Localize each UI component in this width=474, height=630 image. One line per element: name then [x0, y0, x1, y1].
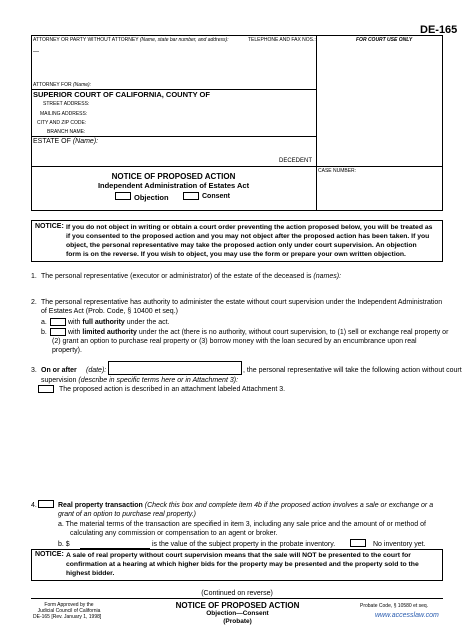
phone-label: TELEPHONE AND FAX NOS.:	[248, 37, 316, 43]
attorney-note: (Name, state bar number, and address):	[139, 37, 229, 43]
item1-number: 1.	[31, 273, 37, 280]
notice-text: If you do not object in writing or obtain a court order preventing the action proposed below, you will be treated as if you consented to the proposed action and you may not object after the proposed action has been taken. If you object, the personal representative may take the proposed action only under court supervision. An objection form is on the reverse. If you wish to object, you may use the form or prepare your own written objection.	[66, 224, 433, 258]
item3-date-label: (date):	[86, 367, 107, 374]
item4a-text: a. The material terms of the transaction are specified in item 3, including any sale price and the amount of or method of calculating any commission or compensation to an agent or broker.	[58, 521, 426, 537]
decedent-label: DECEDENT	[279, 158, 313, 164]
attorney-for-label: ATTORNEY FOR	[33, 82, 72, 88]
limited-authority-checkbox[interactable]	[50, 328, 66, 336]
continued-label: (Continued on reverse)	[201, 590, 273, 597]
form-title: NOTICE OF PROPOSED ACTION	[111, 172, 236, 181]
item2-number: 2.	[31, 299, 37, 306]
objection-checkbox[interactable]	[115, 192, 131, 200]
item2b-label: b.	[41, 329, 47, 336]
estate-label: ESTATE OF	[33, 138, 71, 145]
footer-probate: (Probate)	[223, 618, 252, 625]
court-use-divider	[316, 35, 317, 211]
item4b-text: is the value of the subject property in the probate inventory.	[152, 541, 336, 548]
footer-subtitle: Objection—Consent	[206, 610, 269, 617]
probate-code: Probate Code, § 10580 et seq.	[360, 603, 429, 609]
full-authority-checkbox[interactable]	[50, 318, 66, 326]
attorney-name-field[interactable]: —	[33, 49, 39, 55]
attachment3-text: The proposed action is described in an attachment labeled Attachment 3.	[59, 386, 286, 393]
item1-text: The personal representative (executor or administrator) of the estate of the deceased is (names):	[41, 273, 342, 280]
notice-label: NOTICE:	[35, 223, 64, 230]
action-date-field[interactable]	[108, 361, 242, 375]
revision-label: DE-165 [Rev. January 1, 1998]	[33, 614, 102, 620]
item3-text: , the personal representative will take the following action without court	[243, 367, 462, 374]
item4b-label: b. $	[58, 541, 70, 548]
approval-block: Form Approved by the Judicial Council of California	[37, 602, 101, 614]
attorney-label: ATTORNEY OR PARTY WITHOUT ATTORNEY	[33, 37, 139, 43]
case-number-label: CASE NUMBER:	[318, 168, 357, 174]
item4-number: 4.	[31, 502, 37, 509]
court-use-label: FOR COURT USE ONLY	[356, 37, 413, 43]
consent-checkbox[interactable]	[183, 192, 199, 200]
item3-on-or-after: On or after	[41, 367, 77, 374]
estate-note: (Name):	[72, 138, 99, 145]
no-inventory-checkbox[interactable]	[350, 539, 366, 547]
item2b-continued: (2) grant an option to purchase real property or (3) borrow money with the loan secured by an encumbrance upon real property).	[52, 338, 417, 354]
consent-label: Consent	[202, 193, 230, 200]
street-label: STREET ADDRESS:	[43, 101, 90, 107]
item2b-text: with limited authority under the act (there is no authority, without court supervision, to (1) sell or exchange real property or	[68, 329, 449, 336]
real-property-checkbox[interactable]	[38, 500, 54, 508]
notice2-text: A sale of real property without court supervision means that the sale will NOT be presented to the court for confirmation at a hearing at which higher bids for the property may be presented and the property sold to the highest bidder.	[66, 552, 419, 577]
attorney-for-note: (Name):	[73, 82, 92, 88]
mailing-label: MAILING ADDRESS:	[40, 111, 88, 117]
notice2-label: NOTICE:	[35, 551, 64, 558]
footer-title: NOTICE OF PROPOSED ACTION	[175, 601, 300, 610]
branch-label: BRANCH NAME:	[47, 129, 86, 135]
website-link[interactable]: www.accesslaw.com	[375, 612, 439, 619]
form-subtitle: Independent Administration of Estates Act	[97, 181, 250, 190]
item3-number: 3.	[31, 367, 37, 374]
item2-text: The personal representative has authority to administer the estate without court supervision under the Independent Administration of Estates Act (Prob. Code, § 10400 et seq.)	[41, 299, 443, 315]
objection-label: Objection	[134, 193, 169, 202]
item2a-text: with full authority under the act.	[68, 319, 170, 326]
item2a-label: a.	[41, 319, 47, 326]
attachment3-checkbox[interactable]	[38, 385, 54, 393]
item4-text: Real property transaction (Check this box and complete item 4b if the proposed action involves a sale or exchange or a	[58, 502, 434, 509]
no-inventory-label: No inventory yet.	[373, 541, 426, 548]
form-id: DE-165	[420, 24, 458, 36]
court-title: SUPERIOR COURT OF CALIFORNIA, COUNTY OF	[33, 90, 210, 99]
item3-line2: supervision (describe in specific terms here or in Attachment 3):	[41, 377, 239, 384]
item4-note2: grant of an option to purchase real property.)	[58, 511, 197, 518]
city-label: CITY AND ZIP CODE:	[37, 120, 87, 126]
